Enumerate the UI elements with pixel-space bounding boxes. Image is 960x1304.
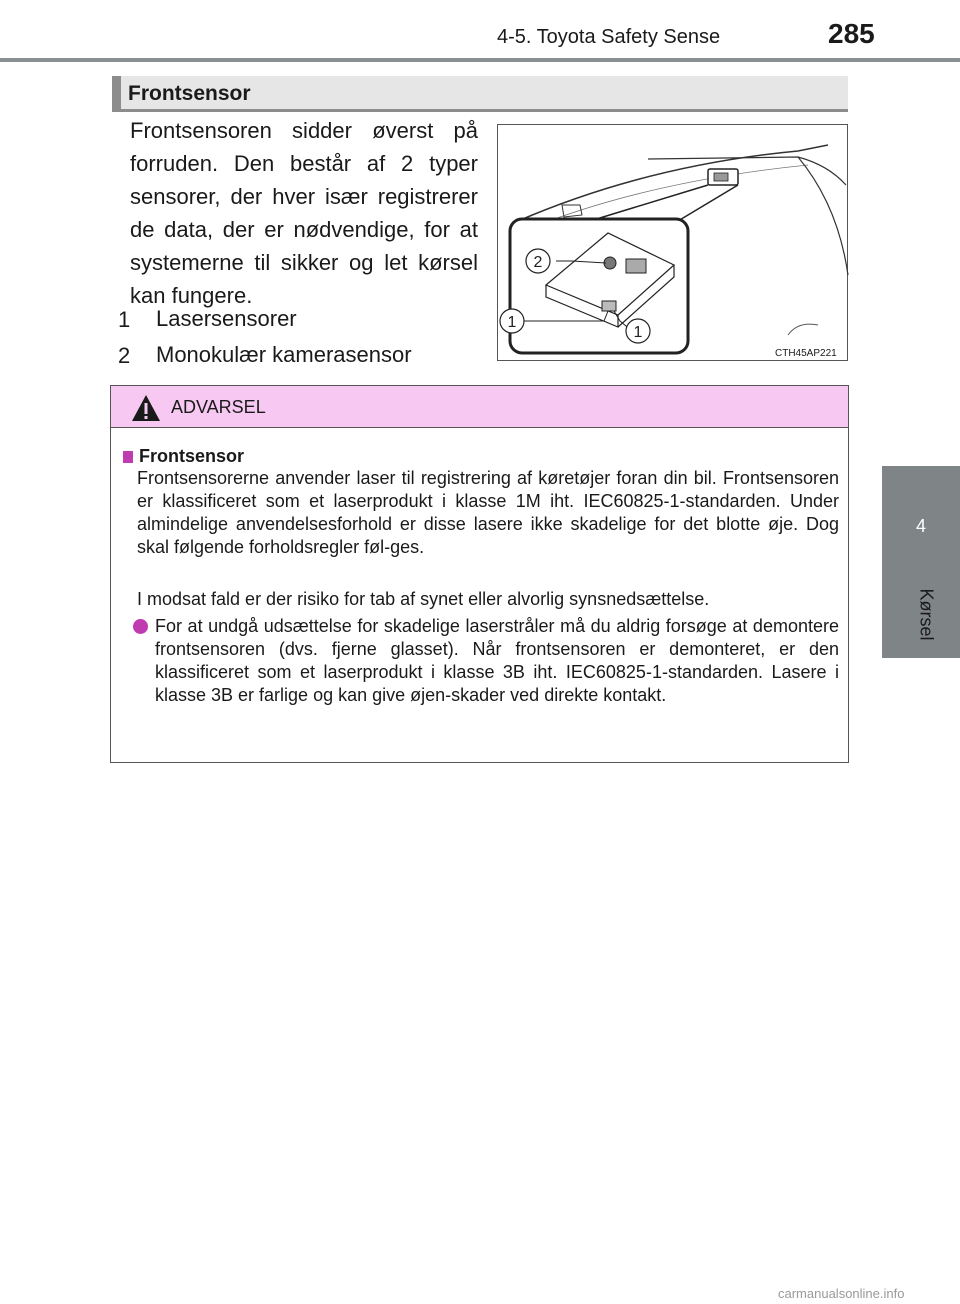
callout-number-icon	[116, 340, 140, 368]
header-section-title: 4-5. Toyota Safety Sense	[497, 26, 721, 48]
warning-box	[110, 385, 849, 763]
square-bullet-icon	[123, 451, 133, 463]
windshield-top	[648, 157, 846, 185]
header-rule	[0, 58, 960, 62]
chapter-title: Kørsel	[916, 588, 937, 641]
warning-subheading-text: Frontsensor	[139, 446, 245, 466]
warning-bullet: For at undgå udsættelse for skadelige laserstråler må du aldrig forsøge at demontere frontsensoren (dvs. fjerne glasset). Når frontsensoren er demonteret, er den klassificeret som et laserprodukt i klasse 3B iht. IEC60825-1-standarden. Lasere i klasse 3B er farlige og kan give øjen-skader ved direkte kontakt.	[155, 616, 839, 705]
pillar-right	[798, 157, 848, 275]
callout-label-1a: 1	[507, 314, 517, 331]
watermark-logo: carmanualsonline.info	[778, 1286, 905, 1301]
warning-triangle-icon	[131, 394, 161, 422]
laser-emitter	[602, 301, 616, 311]
intro-paragraph: Frontsensoren sidder øverst på forruden. Den består af 2 typer sensorer, der hver især registrerer de data, der er nødvendige, for at systemerne til sikker og let kørsel kan fungere.	[130, 118, 478, 308]
warning-header	[111, 386, 848, 428]
legend-number: 2	[118, 343, 131, 368]
dash-curve	[788, 324, 818, 335]
section-heading-bar	[112, 76, 121, 109]
callout-number-icon	[116, 304, 140, 332]
windshield-edge	[518, 145, 828, 221]
chapter-number: 4	[915, 516, 926, 536]
section-title: Frontsensor	[128, 82, 251, 105]
zoom-line-left	[590, 185, 708, 221]
chapter-title-vertical	[900, 574, 940, 654]
front-sensor-illustration	[497, 124, 848, 361]
figure-code: CTH45AP221	[775, 348, 837, 359]
warning-subheading	[123, 446, 244, 467]
round-bullet-icon	[133, 619, 148, 634]
warning-title: ADVARSEL	[171, 397, 266, 417]
section-heading	[112, 76, 848, 112]
warning-consequence: I modsat fald er der risiko for tab af synet eller alvorlig synsnedsættelse.	[137, 589, 710, 609]
legend-label: Lasersensorer	[156, 306, 297, 331]
windshield-sensor-drawing	[498, 125, 849, 362]
zoom-line-right	[678, 185, 738, 221]
page-number: 285	[828, 18, 875, 49]
callout-label-2: 2	[533, 254, 543, 271]
callout-label-1b: 1	[633, 324, 643, 341]
legend-number: 1	[118, 307, 131, 332]
warning-paragraph: Frontsensorerne anvender laser til registrering af køretøjer foran din bil. Frontsensoren er klassificeret som et laserprodukt i klasse 1M iht. IEC60825-1-standarden. Under almindelige anvendelsesforhold er disse lasere ikke skadelige for det blotte øje. Dog skal følgende forholdsregler føl-ges.	[137, 468, 839, 557]
legend-label: Monokulær kamerasensor	[156, 342, 412, 367]
laser-unit	[626, 259, 646, 273]
